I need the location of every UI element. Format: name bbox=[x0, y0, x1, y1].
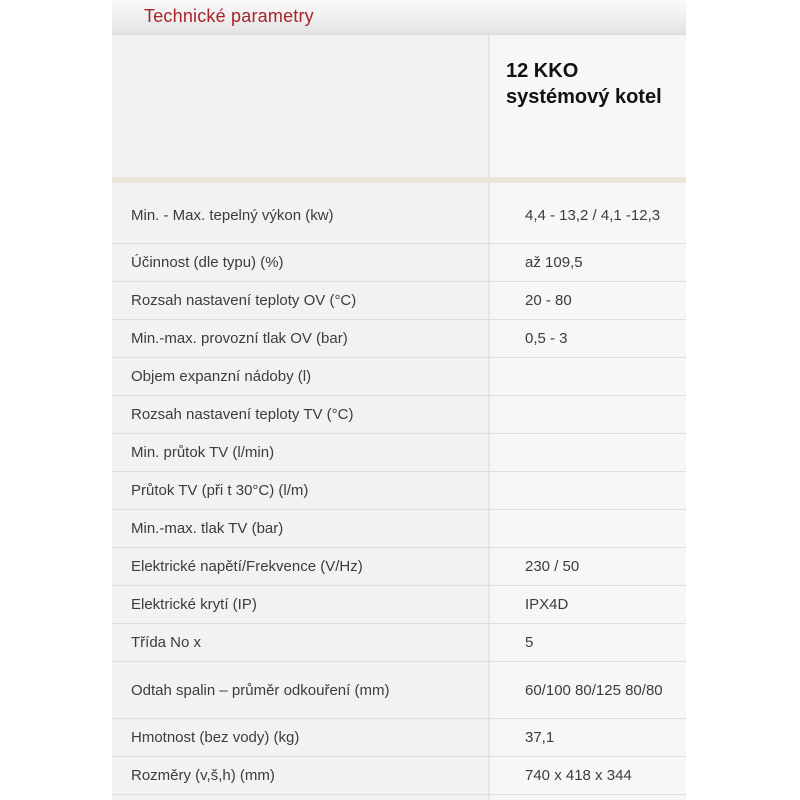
param-value bbox=[507, 358, 686, 396]
param-value: 20 - 80 bbox=[507, 282, 686, 320]
table-row bbox=[112, 719, 686, 757]
table-row bbox=[112, 282, 686, 320]
table-row bbox=[112, 396, 686, 434]
table-row bbox=[112, 187, 686, 244]
table-row bbox=[112, 757, 686, 795]
table-row bbox=[112, 320, 686, 358]
param-value bbox=[507, 510, 686, 548]
param-value: 740 x 418 x 344 bbox=[507, 757, 686, 795]
table-row bbox=[112, 472, 686, 510]
table-row bbox=[112, 510, 686, 548]
param-value: IPX4D bbox=[507, 586, 686, 624]
param-label: Účinnost (dle typu) (%) bbox=[112, 244, 507, 282]
parameters-table bbox=[112, 187, 686, 795]
param-value: 37,1 bbox=[507, 719, 686, 757]
param-label: Min. průtok TV (l/min) bbox=[112, 434, 507, 472]
table-row bbox=[112, 548, 686, 586]
header-divider bbox=[112, 177, 686, 183]
param-label: Rozměry (v,š,h) (mm) bbox=[112, 757, 507, 795]
param-label: Rozsah nastavení teploty OV (°C) bbox=[112, 282, 507, 320]
param-label: Min. - Max. tepelný výkon (kw) bbox=[112, 187, 507, 244]
param-label: Hmotnost (bez vody) (kg) bbox=[112, 719, 507, 757]
param-value: až 109,5 bbox=[507, 244, 686, 282]
product-name-heading: 12 KKO systémový kotel bbox=[506, 60, 662, 108]
param-value: 230 / 50 bbox=[507, 548, 686, 586]
param-label: Objem expanzní nádoby (l) bbox=[112, 358, 507, 396]
param-label: Elektrické napětí/Frekvence (V/Hz) bbox=[112, 548, 507, 586]
param-label: Odtah spalin – průměr odkouření (mm) bbox=[112, 662, 507, 719]
param-value: 4,4 - 13,2 / 4,1 -12,3 bbox=[507, 187, 686, 244]
param-label: Min.-max. provozní tlak OV (bar) bbox=[112, 320, 507, 358]
param-label: Průtok TV (při t 30°C) (l/m) bbox=[112, 472, 507, 510]
section-title: Technické parametry bbox=[144, 6, 314, 26]
table-row bbox=[112, 624, 686, 662]
param-value bbox=[507, 472, 686, 510]
table-row bbox=[112, 662, 686, 719]
param-label: Elektrické krytí (IP) bbox=[112, 586, 507, 624]
param-value: 60/100 80/125 80/80 bbox=[507, 662, 686, 719]
param-value bbox=[507, 434, 686, 472]
table-row bbox=[112, 586, 686, 624]
table-row bbox=[112, 244, 686, 282]
param-label: Min.-max. tlak TV (bar) bbox=[112, 510, 507, 548]
table-row bbox=[112, 434, 686, 472]
param-value: 5 bbox=[507, 624, 686, 662]
param-value bbox=[507, 396, 686, 434]
param-label: Třída No x bbox=[112, 624, 507, 662]
param-value: 0,5 - 3 bbox=[507, 320, 686, 358]
table-row bbox=[112, 358, 686, 396]
parameters-panel bbox=[112, 0, 686, 800]
param-label: Rozsah nastavení teploty TV (°C) bbox=[112, 396, 507, 434]
section-header bbox=[112, 0, 686, 35]
